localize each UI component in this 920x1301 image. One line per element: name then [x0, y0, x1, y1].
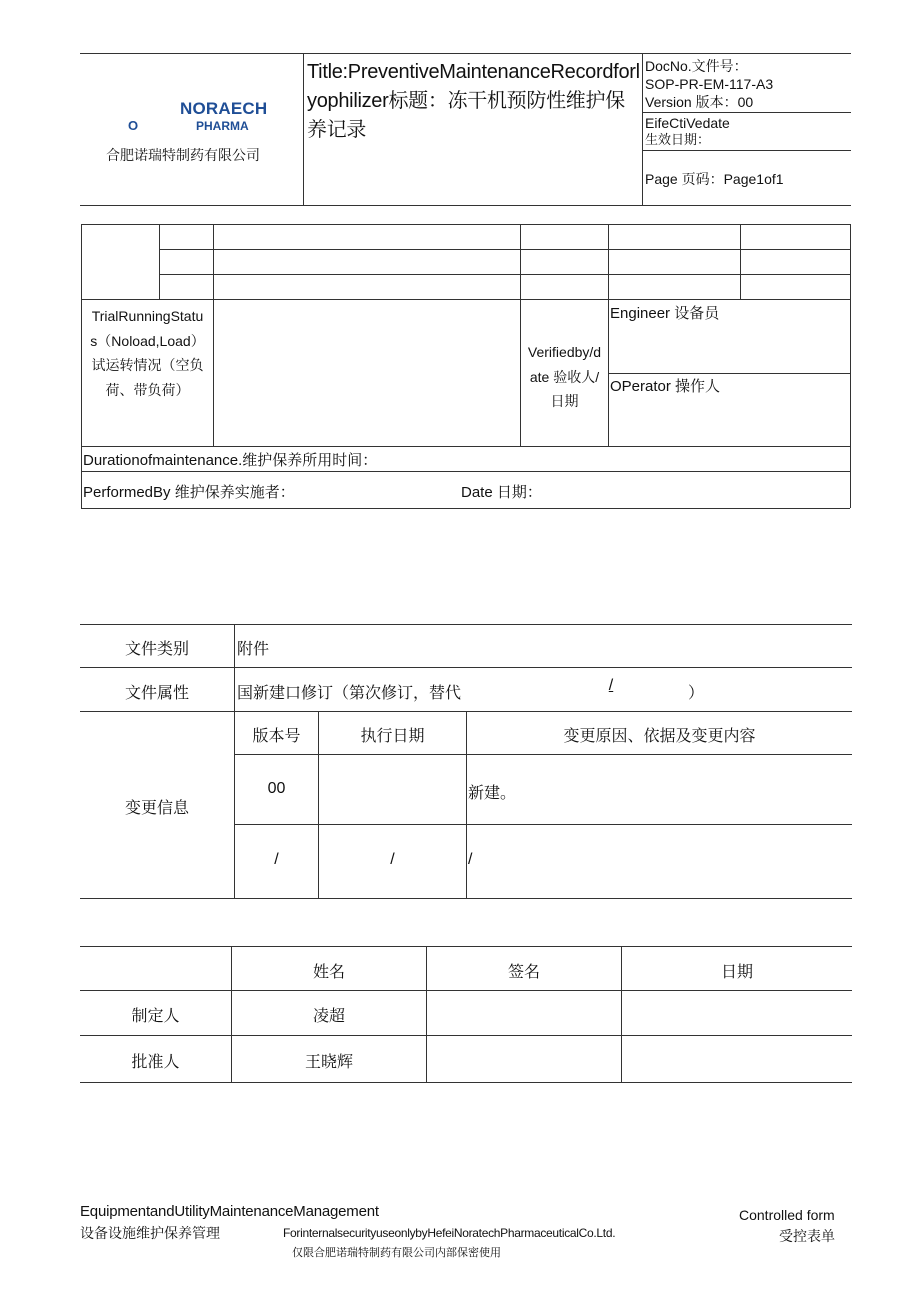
company-name: 合肥诺瑞特制药有限公司	[106, 148, 260, 164]
version-cell: 00	[267, 780, 286, 797]
footer-security-note: ForinternalsecurityuseonlybyHefeiNoratechPharmaceuticalCo.Ltd.	[283, 1226, 616, 1240]
doc-number: SOP-PR-EM-117-A3	[645, 76, 774, 92]
version-cell: /	[274, 851, 279, 868]
controlled-form-label: Controlled form	[739, 1207, 835, 1223]
signature-header: 签名	[507, 962, 540, 981]
page-number: Page 页码：Page1of1	[645, 171, 784, 187]
change-reason-cell: 新建。	[468, 783, 517, 802]
verified-line: ate 验收人/	[529, 369, 600, 385]
category-label: 文件类别	[124, 639, 189, 658]
title-cn: 标题：冻干机预防性维护保养记录	[307, 90, 625, 141]
page-title	[307, 58, 640, 145]
footer-security-note-cn: 仅限合肥诺瑞特制药有限公司内部保密使用	[292, 1247, 501, 1259]
person-name-cell: 凌超	[312, 1006, 345, 1025]
role-cell: 批准人	[131, 1052, 180, 1071]
logo-sub: PHARMA	[196, 119, 249, 133]
date-label: Date 日期：	[461, 484, 542, 501]
doc-version: Version 版本：00	[645, 94, 754, 110]
role-cell: 制定人	[131, 1006, 180, 1025]
trial-line: s（Noload,Load）	[90, 333, 205, 349]
date-header: 日期	[720, 962, 753, 981]
effective-date-label: EifeCtiVedate	[645, 115, 730, 131]
category-value: 附件	[237, 639, 270, 658]
exec-date-header: 执行日期	[360, 726, 425, 745]
attribute-label: 文件属性	[124, 683, 189, 702]
operator-label: OPerator 操作人	[610, 378, 721, 395]
controlled-form-cn: 受控表单	[779, 1229, 835, 1245]
logo-letter: O	[128, 118, 139, 133]
trial-line: 荷、带负荷）	[105, 383, 190, 399]
duration-label: Durationofmaintenance.维护保养所用时间：	[83, 452, 378, 469]
logo-brand: NORAECH	[180, 99, 268, 118]
engineer-label: Engineer 设备员	[610, 305, 720, 322]
trial-line: 试运转情况（空负	[91, 358, 204, 374]
attribute-value: 国新建口修订（第次修订，替代	[237, 683, 462, 702]
change-reason-header: 变更原因、依据及变更内容	[563, 726, 756, 745]
person-name-cell: 王晓辉	[304, 1052, 353, 1071]
doc-number-label: DocNo.文件号：	[645, 58, 748, 74]
performed-by-label: PerformedBy 维护保养实施者：	[83, 484, 295, 501]
verified-by-label	[521, 340, 608, 415]
trial-running-status-label	[82, 304, 213, 404]
verified-line: Verifiedby/d	[527, 344, 602, 360]
title-en: Title:PreventiveMaintenanceRecordforlyophilizer	[307, 61, 640, 112]
footer-section-en: EquipmentandUtilityMaintenanceManagement	[80, 1203, 379, 1220]
attribute-slash: /	[608, 677, 614, 694]
footer-section-cn: 设备设施维护保养管理	[80, 1226, 220, 1242]
change-info-label: 变更信息	[124, 798, 189, 817]
trial-line: TrialRunningStatu	[91, 308, 204, 324]
exec-date-cell: /	[390, 851, 395, 868]
change-reason-cell: /	[468, 851, 473, 868]
version-header: 版本号	[252, 726, 301, 745]
attribute-close: ）	[688, 683, 705, 702]
name-header: 姓名	[312, 962, 345, 981]
effective-date-cn: 生效日期：	[645, 133, 711, 148]
verified-line: 日期	[550, 394, 579, 410]
